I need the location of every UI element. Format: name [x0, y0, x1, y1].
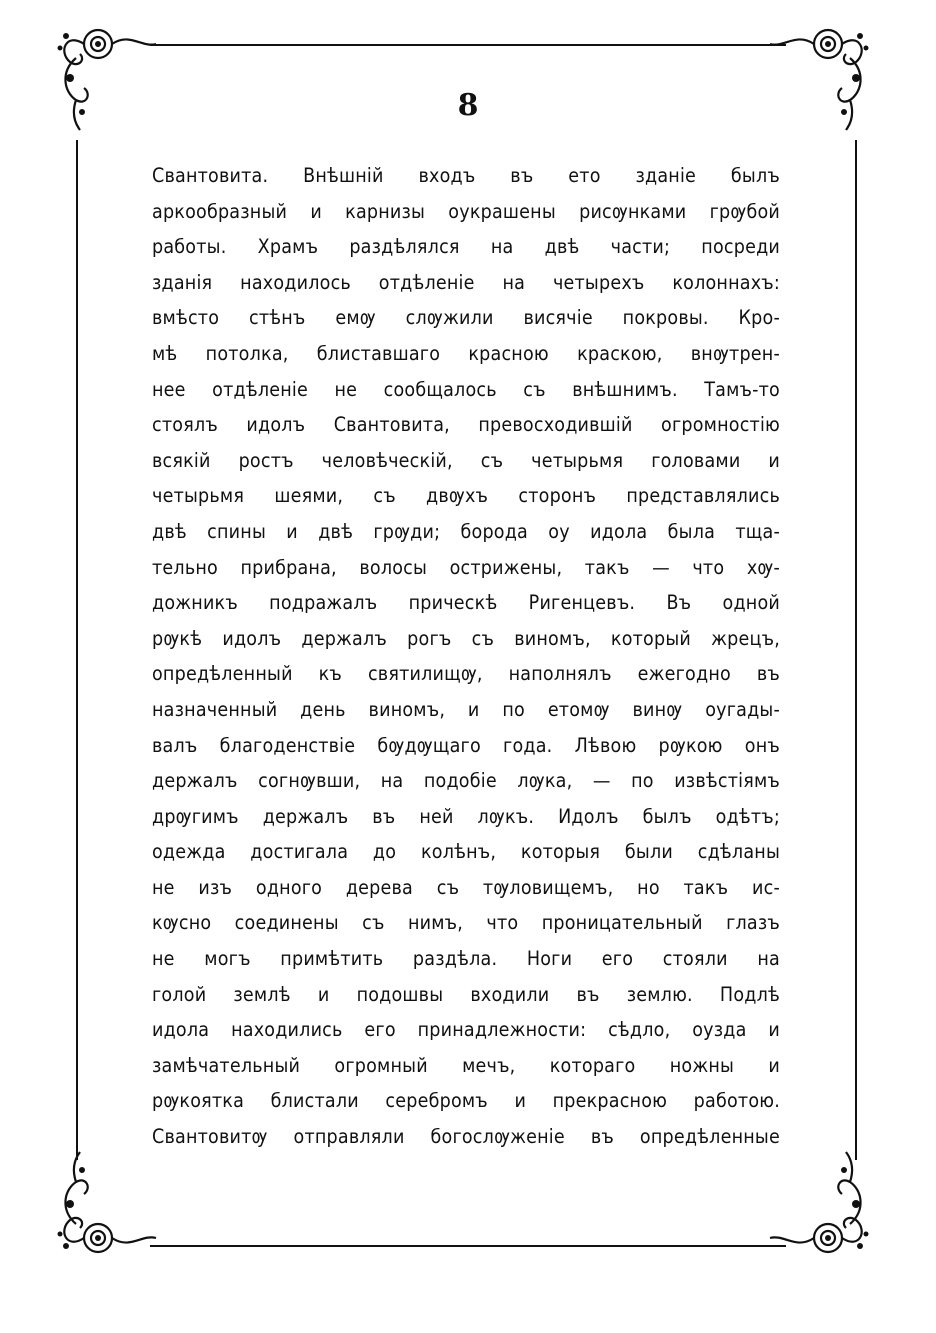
- frame-top-rule: [150, 44, 786, 46]
- text-line: не могъ примѣтить раздѣла. Ноги его стояли на: [152, 947, 780, 971]
- text-line: замѣчательный огромный мечъ, котораго ножны и: [152, 1053, 780, 1077]
- text-line: всякій ростъ человѣческій, съ четырьмя головами и: [152, 448, 780, 472]
- text-line: держалъ согнѹвши, на подобіе лѹка, — по извѣстіямъ: [152, 769, 780, 793]
- text-line: стоялъ идолъ Свантовита, превосходившій огромностію: [152, 413, 780, 437]
- corner-ornament-bottom-right: [760, 1150, 880, 1260]
- text-line: тельно прибрана, волосы острижены, такъ — что хѹ-: [152, 555, 780, 579]
- text-line: Свантовита. Внѣшній входъ въ ето зданіе былъ: [152, 164, 780, 187]
- text-line: нее отдѣленіе не сообщалось съ внѣшнимъ. Тамъ-то: [152, 377, 780, 401]
- text-line: зданія находилось отдѣленіе на четырехъ колоннахъ:: [152, 270, 780, 294]
- page-number: 8: [457, 88, 479, 123]
- text-line: дрѹгимъ держалъ въ ней лѹкъ. Идолъ былъ одѣтъ;: [152, 804, 780, 828]
- text-line: мѣ потолка, блиставшаго красною краскою, внѹтрен-: [152, 341, 780, 365]
- text-line: кѹсно соединены съ нимъ, что проницательный глазъ: [152, 911, 780, 935]
- text-line: дожникъ подражалъ прическѣ Ригенцевъ. Въ одной: [152, 591, 780, 615]
- text-line: рѹкѣ идолъ держалъ рогъ съ виномъ, который жрецъ,: [152, 626, 780, 650]
- corner-ornament-bottom-left: [46, 1150, 166, 1260]
- text-line: рѹкоятка блистали серебромъ и прекрасною работою.: [152, 1089, 780, 1113]
- text-line: аркообразный и карнизы оукрашены рисѹнками грѹбой: [152, 199, 780, 223]
- text-line: назначенный день виномъ, и по етомѹ винѹ оугады-: [152, 697, 780, 721]
- text-line: работы. Храмъ раздѣлялся на двѣ части; посреди: [152, 235, 780, 259]
- text-line: четырьмя шеями, съ двѹхъ сторонъ представлялись: [152, 484, 780, 508]
- text-line: голой землѣ и подошвы входили въ землю. Подлѣ: [152, 982, 780, 1006]
- text-line: двѣ спины и двѣ грѹди; борода оу идола была тща-: [152, 519, 780, 543]
- text-line: вмѣсто стѣнъ емѹ слѹжили висячіе покровы. Кро-: [152, 306, 780, 330]
- text-line: валъ благоденствіе бѹдѹщаго года. Лѣвою рѹкою онъ: [152, 733, 780, 757]
- text-line: идола находились его принадлежности: сѣдло, оузда и: [152, 1018, 780, 1042]
- text-line: одежда достигала до колѣнъ, которыя были сдѣланы: [152, 840, 780, 864]
- text-line: опредѣленный къ святилищѹ, наполнялъ ежегодно въ: [152, 662, 780, 686]
- text-line: не изъ одного дерева съ тѹловищемъ, но такъ ис-: [152, 875, 780, 899]
- frame-bottom-rule: [150, 1245, 786, 1247]
- page-body-text: [152, 158, 780, 1155]
- text-line: Свантовитѹ отправляли богослѹженіе въ опредѣленные: [152, 1125, 780, 1149]
- frame-right-rule: [855, 140, 857, 1160]
- frame-left-rule: [76, 140, 78, 1160]
